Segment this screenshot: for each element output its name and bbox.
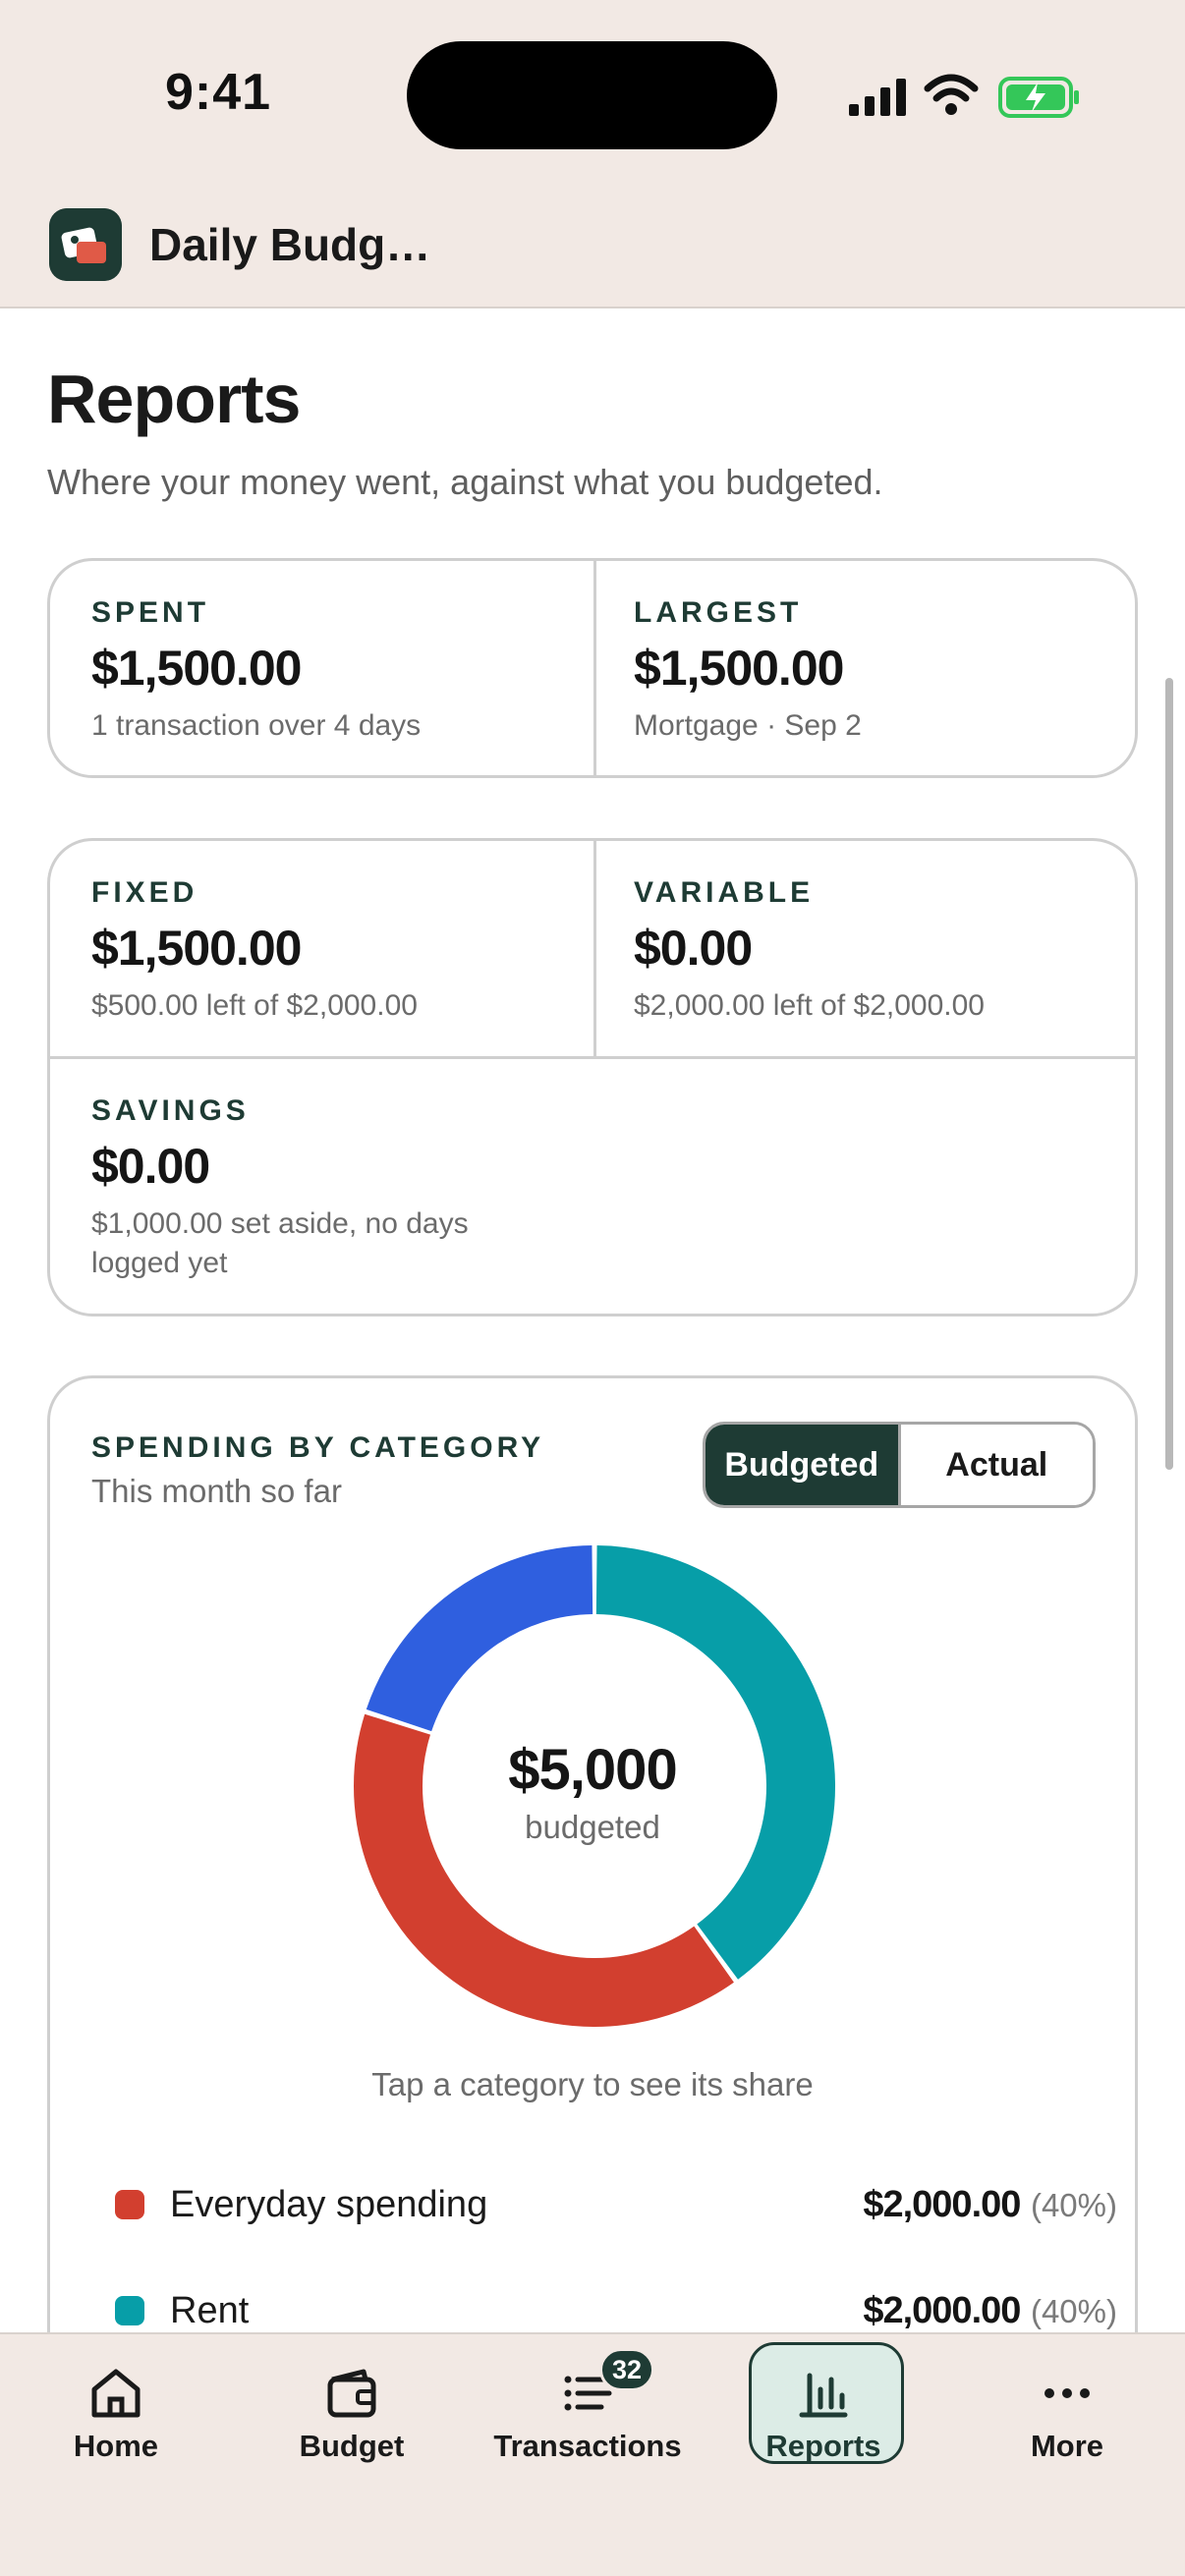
budget-actual-toggle[interactable] — [703, 1422, 1096, 1508]
category-color-dot — [115, 2190, 144, 2219]
category-color-dot — [115, 2296, 144, 2325]
bar-chart-icon — [794, 2366, 853, 2421]
stat-largest — [634, 596, 862, 746]
stat-label: FIXED — [91, 876, 198, 909]
tab-label: Home — [73, 2429, 159, 2463]
tab-label: More — [1030, 2429, 1104, 2463]
stat-note — [91, 1204, 469, 1283]
donut-slice-other[interactable] — [399, 1580, 592, 1720]
stat-note: $2,000.00 left of $2,000.00 — [634, 989, 985, 1022]
cellular-signal-icon — [849, 79, 908, 116]
stat-note: Mortgage · Sep 2 — [634, 709, 862, 742]
stat-spent — [91, 596, 421, 746]
wifi-icon — [924, 73, 979, 116]
category-name: Everyday spending — [170, 2184, 488, 2225]
scrollbar[interactable] — [1165, 678, 1173, 1470]
app-header — [0, 0, 1185, 308]
stat-label: VARIABLE — [634, 876, 815, 909]
bottom-tab-bar — [0, 2332, 1185, 2576]
stat-amount: $0.00 — [91, 1139, 210, 1194]
donut-caption: budgeted — [525, 1809, 660, 1845]
stat-note-line: logged yet — [91, 1247, 228, 1279]
toggle-actual[interactable]: Actual — [898, 1425, 1094, 1505]
page-subtitle: Where your money went, against what you budgeted. — [47, 462, 883, 502]
tab-reports[interactable] — [725, 2342, 922, 2470]
divider — [50, 1056, 1135, 1059]
stat-note-line: $1,000.00 set aside, no days — [91, 1207, 469, 1240]
divider — [593, 561, 596, 775]
tab-label: Reports — [765, 2429, 881, 2463]
more-icon — [1038, 2366, 1097, 2421]
budget-type-card — [47, 838, 1138, 1316]
stat-label: LARGEST — [634, 596, 803, 629]
category-value — [863, 2290, 1117, 2332]
stat-amount: $1,500.00 — [634, 641, 844, 696]
page-title: Reports — [47, 361, 301, 437]
category-amount: $2,000.00 — [863, 2290, 1021, 2331]
stat-note: 1 transaction over 4 days — [91, 709, 422, 742]
category-amount: $2,000.00 — [863, 2184, 1021, 2225]
summary-card — [47, 558, 1138, 778]
stat-savings — [91, 1094, 469, 1283]
toggle-budgeted[interactable]: Budgeted — [705, 1425, 898, 1505]
status-time: 9:41 — [165, 64, 272, 121]
category-percent: (40%) — [1030, 2187, 1117, 2223]
tab-home[interactable] — [18, 2342, 214, 2470]
stat-fixed — [91, 876, 418, 1026]
section-subtitle: This month so far — [91, 1473, 342, 1509]
stat-amount: $1,500.00 — [91, 641, 302, 696]
category-row[interactable] — [115, 2176, 1117, 2235]
tab-label: Budget — [299, 2429, 405, 2463]
stat-note: $500.00 left of $2,000.00 — [91, 989, 418, 1022]
section-label: SPENDING BY CATEGORY — [91, 1431, 545, 1464]
wallet-icon — [322, 2366, 381, 2421]
dynamic-island — [407, 41, 777, 149]
home-icon — [86, 2366, 145, 2421]
chart-hint: Tap a category to see its share — [371, 2066, 814, 2102]
tab-transactions[interactable] — [489, 2342, 686, 2470]
stat-amount: $0.00 — [634, 921, 753, 976]
category-name: Rent — [170, 2290, 250, 2331]
stat-label: SPENT — [91, 596, 210, 629]
battery-charging-icon — [998, 77, 1081, 118]
stat-variable — [634, 876, 985, 1026]
tab-budget[interactable] — [254, 2342, 450, 2470]
donut-total: $5,000 — [508, 1738, 677, 1802]
divider — [593, 841, 596, 1057]
transactions-count-badge: 32 — [599, 2348, 654, 2391]
tab-label: Transactions — [493, 2429, 682, 2463]
tab-more[interactable] — [969, 2342, 1165, 2470]
app-title: Daily Budg… — [149, 219, 431, 270]
stat-amount: $1,500.00 — [91, 921, 302, 976]
category-percent: (40%) — [1030, 2293, 1117, 2329]
stat-label: SAVINGS — [91, 1094, 250, 1127]
category-value — [863, 2184, 1117, 2226]
app-logo-icon[interactable] — [49, 208, 122, 281]
